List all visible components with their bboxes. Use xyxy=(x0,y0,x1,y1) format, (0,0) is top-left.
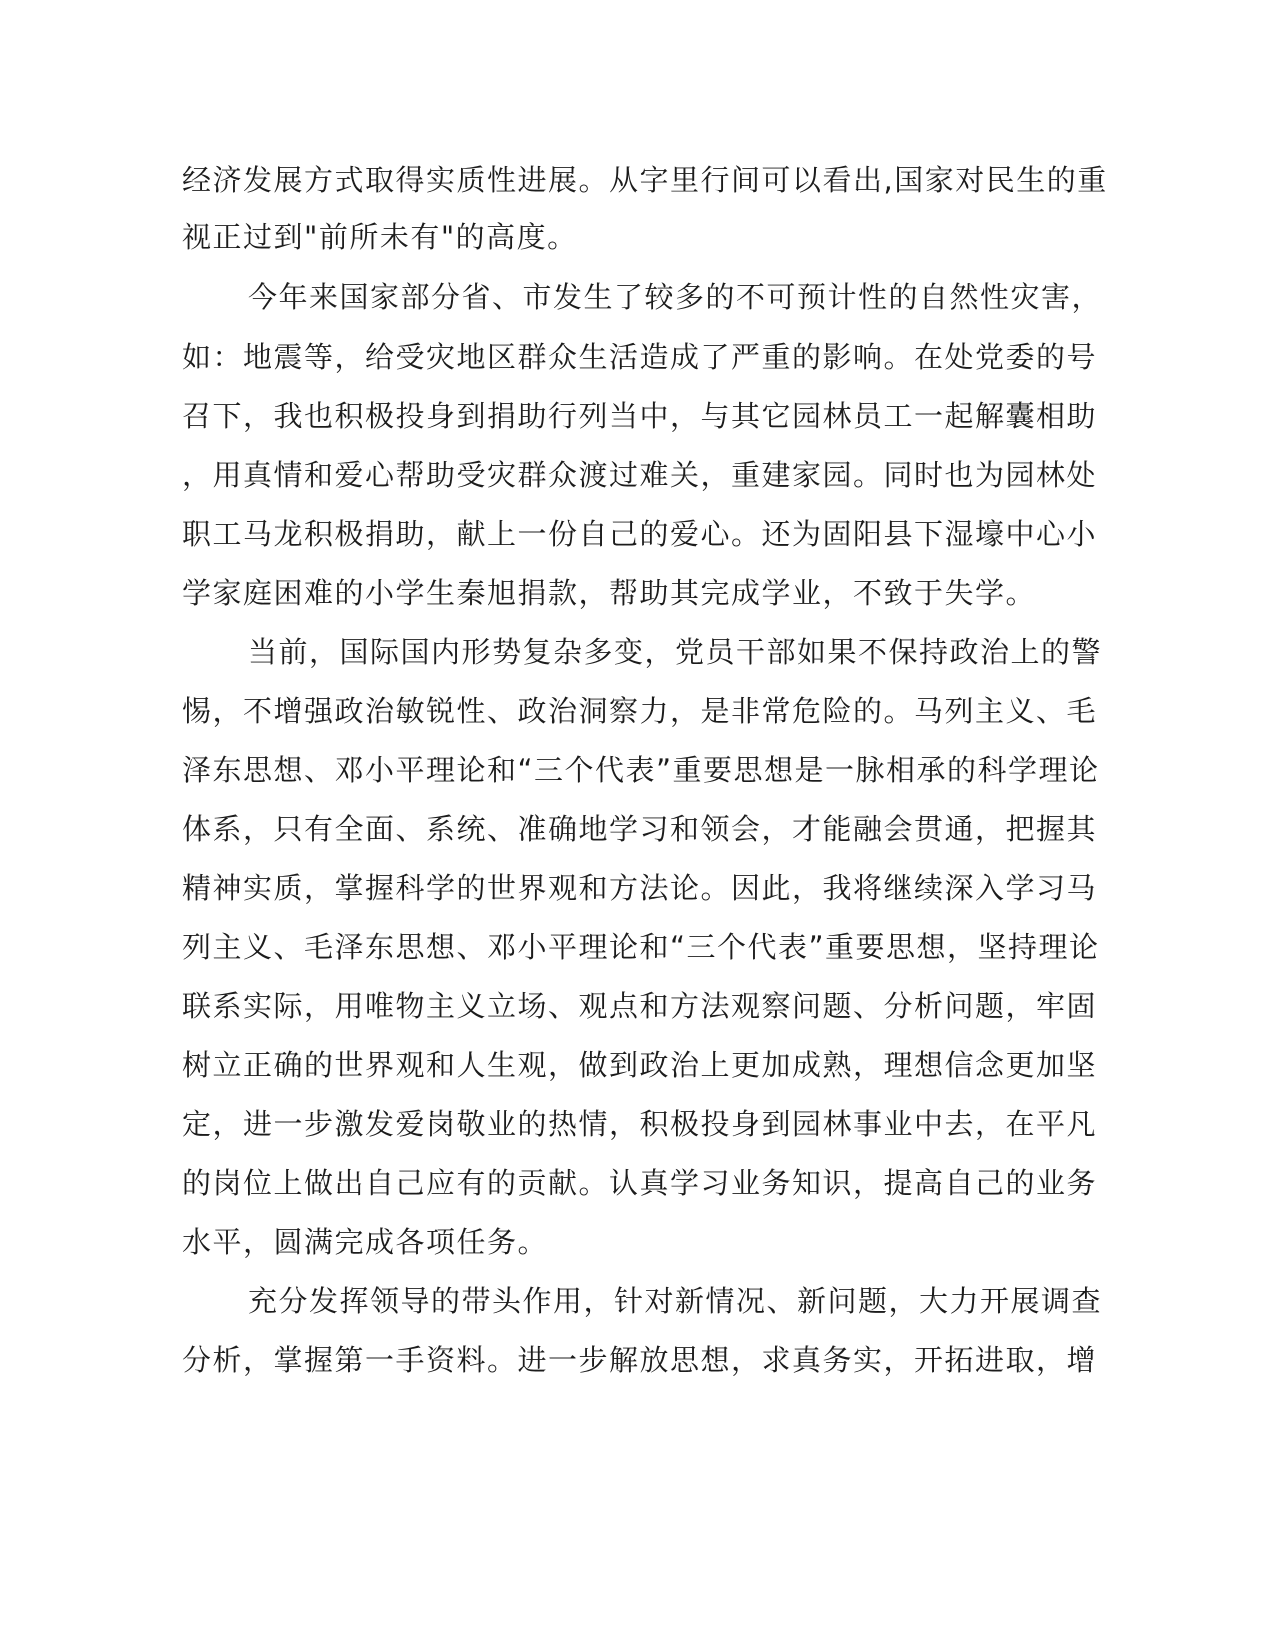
text-line: 如：地震等，给受灾地区群众生活造成了严重的影响。在处党委的号 xyxy=(182,340,1098,374)
text-line: 分析，掌握第一手资料。进一步解放思想，求真务实，开拓进取，增 xyxy=(182,1343,1098,1377)
text-line: 学家庭困难的小学生秦旭捐款，帮助其完成学业，不致于失学。 xyxy=(182,576,1037,610)
text-line: 联系实际，用唯物主义立场、观点和方法观察问题、分析问题，牢固 xyxy=(182,989,1098,1023)
text-line: 树立正确的世界观和人生观，做到政治上更加成熟，理想信念更加坚 xyxy=(182,1048,1098,1082)
text-line: 召下，我也积极投身到捐助行列当中，与其它园林员工一起解囊相助 xyxy=(182,399,1098,433)
text-line: 惕，不增强政治敏锐性、政治洞察力，是非常危险的。马列主义、毛 xyxy=(182,694,1098,728)
text-line: 列主义、毛泽东思想、邓小平理论和“三个代表”重要思想，坚持理论 xyxy=(182,930,1100,964)
paragraph-first-line: 今年来国家部分省、市发生了较多的不可预计性的自然性灾害， xyxy=(248,280,1103,314)
text-line: 水平，圆满完成各项任务。 xyxy=(182,1225,549,1259)
text-line: 视正过到"前所未有"的高度。 xyxy=(182,220,578,254)
text-line: 泽东思想、邓小平理论和“三个代表”重要思想是一脉相承的科学理论 xyxy=(182,753,1100,787)
text-line: 定，进一步激发爱岗敬业的热情，积极投身到园林事业中去，在平凡 xyxy=(182,1107,1098,1141)
text-line: 职工马龙积极捐助，献上一份自己的爱心。还为固阳县下湿壕中心小 xyxy=(182,517,1098,551)
text-line: 体系，只有全面、系统、准确地学习和领会，才能融会贯通，把握其 xyxy=(182,812,1098,846)
text-line: 经济发展方式取得实质性进展。从字里行间可以看出,国家对民生的重 xyxy=(182,163,1108,197)
paragraph-first-line: 充分发挥领导的带头作用，针对新情况、新问题，大力开展调查 xyxy=(248,1284,1103,1318)
text-line: ，用真情和爱心帮助受灾群众渡过难关，重建家园。同时也为园林处 xyxy=(182,458,1098,492)
text-line: 的岗位上做出自己应有的贡献。认真学习业务知识，提高自己的业务 xyxy=(182,1166,1098,1200)
paragraph-first-line: 当前，国际国内形势复杂多变，党员干部如果不保持政治上的警 xyxy=(248,635,1103,669)
text-line: 精神实质，掌握科学的世界观和方法论。因此，我将继续深入学习马 xyxy=(182,871,1098,905)
